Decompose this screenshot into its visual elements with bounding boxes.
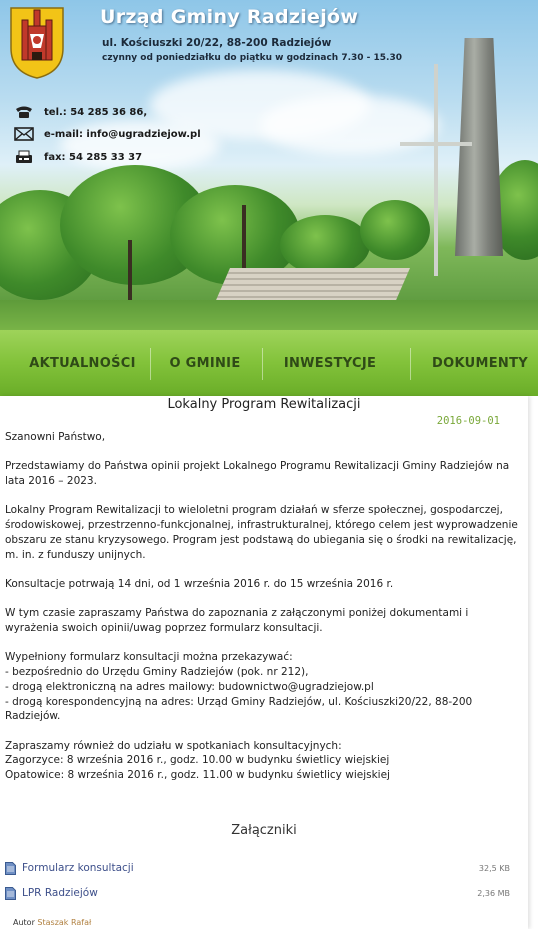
header-banner — [0, 0, 538, 330]
consultation-meetings — [5, 739, 520, 783]
monument-decoration — [455, 38, 503, 256]
nav-separator — [410, 348, 411, 380]
nav-separator — [150, 348, 151, 380]
nav-separator — [262, 348, 263, 380]
nav-item-inwestycje[interactable]: INWESTYCJE — [283, 355, 377, 371]
coat-of-arms-icon[interactable] — [8, 2, 66, 80]
tree-decoration — [360, 200, 430, 260]
author-label: Autor — [13, 918, 35, 927]
article-body — [5, 430, 520, 797]
fax-number: fax: 54 285 33 37 — [44, 151, 143, 163]
email-address[interactable]: e-mail: info@ugradziejow.pl — [44, 128, 201, 140]
article-paragraph: Przedstawiamy do Państwa opinii projekt Lokalnego Programu Rewitalizacji Gminy Radziejów na lata 2016 – 2023. — [5, 460, 510, 488]
article-paragraph: Lokalny Program Rewitalizacji to wieloletni program działań w sferze społecznej, gospodarczej, środowiskowej, przestrzenno-funkcjonalnej, infrastrukturalnej, którego celem jest wyprowadzenie obszaru ze stanu kryzysowego. Program jest podstawą do ubiegania się o środki na rewitalizację, m. in. z funduszy unijnych. — [5, 504, 518, 561]
envelope-icon — [14, 127, 34, 141]
author-line — [13, 918, 91, 927]
article-paragraph: W tym czasie zapraszamy Państwa do zapoznania z załączonymi poniżej dokumentami i wyrażenia swoich opinii/uwag poprzez formularz konsultacji. — [5, 607, 469, 635]
submission-method: - bezpośrednio do Urzędu Gminy Radziejów (pok. nr 212), — [5, 666, 309, 679]
attachment-link[interactable]: LPR Radziejów — [22, 887, 98, 899]
attachment-size: 32,5 KB — [478, 863, 510, 873]
document-icon[interactable] — [5, 862, 16, 875]
author-name[interactable]: Staszak Rafał — [37, 918, 92, 927]
nav-item-aktualnosci[interactable]: AKTUALNOŚCI — [29, 355, 136, 371]
fax-icon — [14, 150, 34, 164]
office-name[interactable]: Urząd Gminy Radziejów — [100, 6, 359, 28]
submission-method: - drogą korespondencyjną na adres: Urząd Gminy Radziejów, ul. Kościuszki20/22, 88-200 Radziejów. — [5, 695, 473, 723]
document-icon[interactable] — [5, 887, 16, 900]
article-title: Lokalny Program Rewitalizacji — [167, 397, 361, 412]
main-navigation — [0, 330, 538, 396]
phone-icon — [14, 105, 34, 119]
cross-decoration — [400, 142, 472, 146]
meetings-intro: Zapraszamy również do udziału w spotkaniach konsultacyjnych: — [5, 739, 342, 752]
meeting-item: Opatowice: 8 września 2016 r., godz. 11.00 w budynku świetlicy wiejskiej — [5, 769, 390, 782]
contact-phone — [14, 105, 147, 119]
submission-methods — [5, 650, 520, 724]
submission-intro: Wypełniony formularz konsultacji można przekazywać: — [5, 651, 293, 664]
contact-fax — [14, 150, 142, 164]
attachment-item — [5, 885, 510, 901]
phone-number: tel.: 54 285 36 86, — [44, 106, 148, 118]
article-date: 2016-09-01 — [436, 415, 500, 427]
cross-decoration — [434, 64, 438, 276]
cloud-decoration — [260, 95, 440, 155]
office-hours: czynny od poniedziałku do piątku w godzinach 7.30 - 15.30 — [102, 53, 402, 63]
nav-item-o-gminie[interactable]: O GMINIE — [169, 355, 241, 371]
lawn-decoration — [0, 300, 538, 330]
submission-method: - drogą elektroniczną na adres mailowy: budownictwo@ugradziejow.pl — [5, 680, 374, 693]
attachment-link[interactable]: Formularz konsultacji — [22, 862, 134, 874]
article-container — [0, 396, 528, 929]
meeting-item: Zagorzyce: 8 września 2016 r., godz. 10.00 w budynku świetlicy wiejskiej — [5, 754, 390, 767]
office-address: ul. Kościuszki 20/22, 88-200 Radziejów — [102, 37, 332, 49]
article-greeting: Szanowni Państwo, — [5, 431, 106, 443]
contact-email — [14, 127, 201, 141]
attachment-size: 2,36 MB — [477, 888, 510, 898]
article-paragraph: Konsultacje potrwają 14 dni, od 1 września 2016 r. do 15 września 2016 r. — [5, 577, 394, 590]
attachment-item — [5, 860, 510, 876]
nav-item-dokumenty[interactable]: DOKUMENTY — [432, 355, 528, 371]
attachments-title: Załączniki — [231, 823, 297, 838]
tree-decoration — [280, 215, 370, 275]
